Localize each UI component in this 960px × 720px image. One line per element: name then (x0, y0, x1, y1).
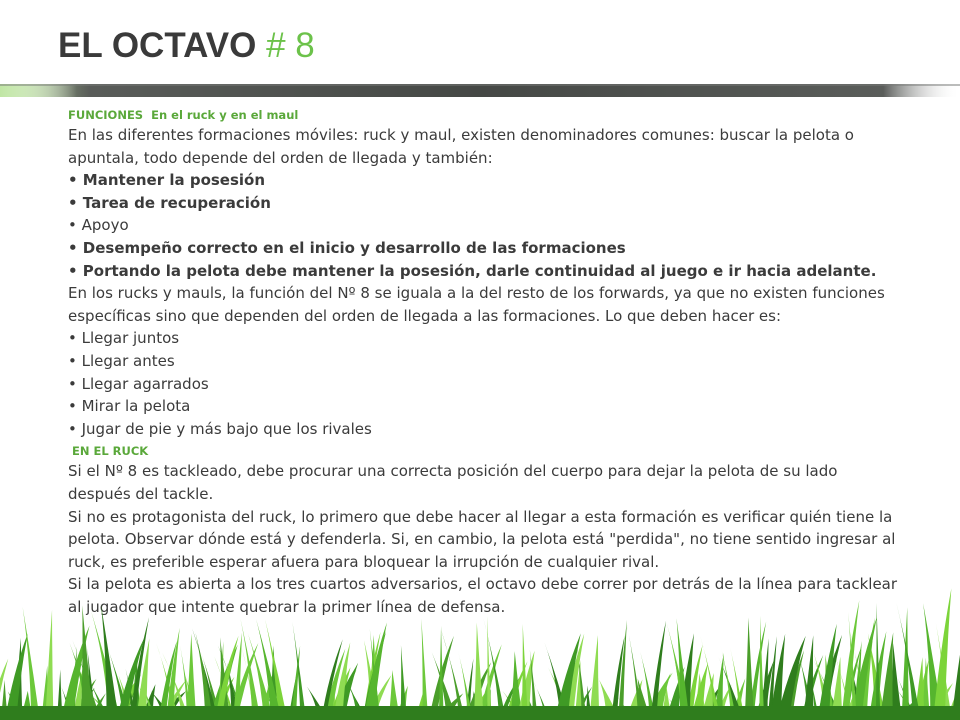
grass-blade (759, 616, 764, 720)
bullet-item: • Mantener la posesión (68, 171, 266, 190)
grass-blade (81, 605, 93, 720)
bullet-item: • Tarea de recuperación (68, 193, 271, 212)
bullet-item: • Llegar juntos (68, 329, 180, 348)
grass-blade (745, 618, 755, 720)
title-divider-bar (0, 84, 960, 97)
grass-blade (522, 624, 528, 720)
grass-blade (45, 610, 53, 720)
body-paragraph: Si el Nº 8 es tackleado, debe procurar una correcta posición del cuerpo para dejar la pelota de su lado después del tackle. (68, 462, 838, 503)
grass-blade (474, 622, 484, 720)
body-paragraph: En los rucks y mauls, la función del Nº 8 se iguala a la del resto de los forwards, ya que no existen funciones específicas sino que dependen del orden de llegada a las formaciones. Lo que deben hacer es: (68, 284, 885, 325)
section-heading-ruck: EN EL RUCK (72, 444, 149, 459)
intro-paragraph: En las diferentes formaciones móviles: ruck y maul, existen denominadores comunes: buscar la pelota o apuntala, todo depende del orden de llegada y también: (68, 126, 854, 167)
heading-sublabel: En el ruck y en el maul (151, 108, 299, 122)
body-paragraph: Si no es protagonista del ruck, lo primero que debe hacer al llegar a esta formación es verificar quién tiene la pelota. Observar dónde está y defenderla. Si, en cambio, la pelota está "perdida", no tiene sentido ingresar al ruck, es preferible esperar afuera para bloquear la irrupción de cualquier rival. (68, 507, 896, 571)
body-paragraph: Si la pelota es abierta a los tres cuartos adversarios, el octavo debe correr por detrás de la línea para tacklear al jugador que intente quebrar la primer línea de defensa. (68, 575, 898, 616)
bullet-item: • Mirar la pelota (68, 397, 191, 416)
bullet-item: • Apoyo (68, 216, 129, 235)
grass-base (0, 706, 960, 720)
slide-title (58, 24, 315, 68)
bullet-item: • Jugar de pie y más bajo que los rivales (68, 419, 372, 438)
slide-content (68, 107, 898, 618)
bullet-item: • Desempeño correcto en el inicio y desarrollo de las formaciones (68, 238, 626, 257)
title-main: EL OCTAVO (58, 26, 257, 65)
bullet-item: • Llegar agarrados (68, 374, 209, 393)
grass-decoration (0, 580, 960, 720)
section-heading-funciones (68, 107, 898, 123)
bullet-item: • Llegar antes (68, 351, 175, 370)
heading-label: FUNCIONES (68, 108, 144, 122)
grass-blade (487, 616, 491, 720)
bullet-item: • Portando la pelota debe mantener la posesión, darle continuidad al juego e ir hacia adelante. (68, 261, 877, 280)
title-number: # 8 (266, 26, 315, 65)
